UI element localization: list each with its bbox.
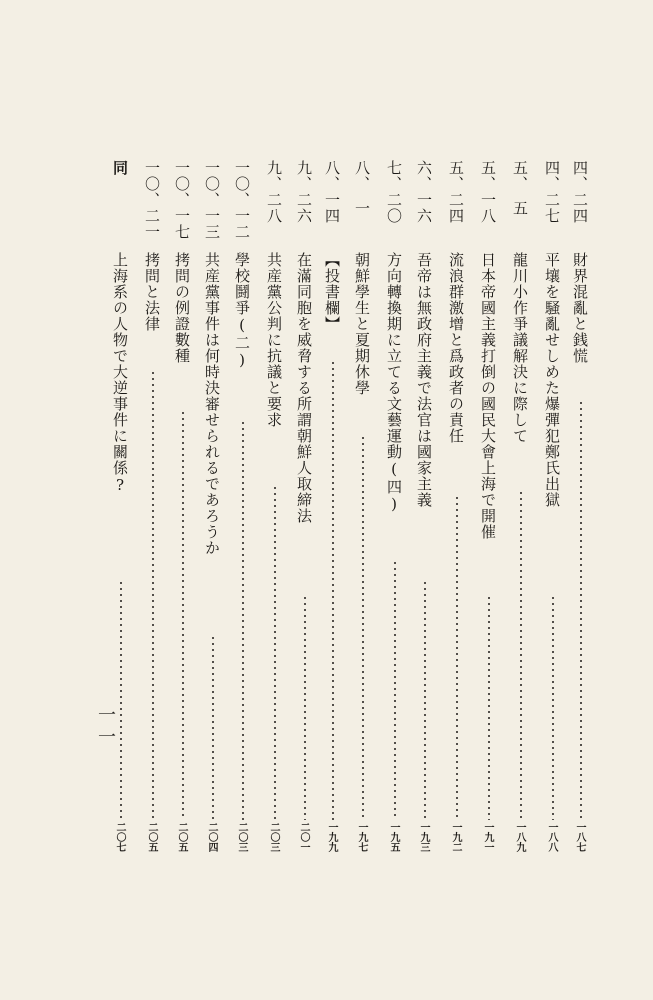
entry-page: 二〇五 xyxy=(146,822,157,852)
entry-page: 二〇三 xyxy=(268,822,279,852)
entry-title: 日本帝國主義打倒の國民大會上海で開催 xyxy=(479,252,497,540)
dot-leader xyxy=(304,595,306,820)
entry-page: 一八九 xyxy=(514,822,525,852)
entry-title: 拷問の例證數種 xyxy=(173,252,191,364)
entry-date: 四、二七 xyxy=(543,160,561,224)
dot-leader xyxy=(580,400,582,820)
entry-title: 拷問と法律 xyxy=(143,252,161,332)
dot-leader xyxy=(488,595,490,820)
entry-title: 流浪群激增と爲政者の責任 xyxy=(447,252,465,444)
entry-date: 八、 一 xyxy=(353,160,371,217)
entry-page: 一八八 xyxy=(546,822,557,852)
entry-date: 四、二四 xyxy=(571,160,589,224)
entry-date: 六、一六 xyxy=(415,160,433,224)
dot-leader xyxy=(456,495,458,820)
dot-leader xyxy=(120,580,122,820)
entry-page: 一八七 xyxy=(574,822,585,852)
dot-leader xyxy=(394,560,396,820)
dot-leader xyxy=(520,490,522,820)
entry-date: 同 xyxy=(111,160,129,176)
entry-date: 一〇、一二 xyxy=(233,160,251,240)
entry-page: 一九一 xyxy=(482,822,493,852)
entry-title: 朝鮮學生と夏期休學 xyxy=(353,252,371,396)
dot-leader xyxy=(362,435,364,820)
entry-date: 九、二六 xyxy=(295,160,313,224)
entry-title: 【投書欄】 xyxy=(323,252,341,332)
entry-page: 一九二 xyxy=(450,822,461,852)
entry-page: 二〇三 xyxy=(236,822,247,852)
entry-page: 一九九 xyxy=(326,822,337,852)
entry-page: 一九五 xyxy=(388,822,399,852)
dot-leader xyxy=(242,420,244,820)
entry-date: 五、二四 xyxy=(447,160,465,224)
entry-date: 五、一八 xyxy=(479,160,497,224)
entry-page: 二〇五 xyxy=(176,822,187,852)
entry-page: 二〇七 xyxy=(114,822,125,852)
dot-leader xyxy=(274,485,276,820)
dot-leader xyxy=(152,370,154,820)
dot-leader xyxy=(424,580,426,820)
entry-date: 一〇、二一 xyxy=(143,160,161,240)
entry-date: 八、一四 xyxy=(323,160,341,224)
dot-leader xyxy=(182,410,184,820)
entry-title: 方向轉換期に立てる文藝運動(四) xyxy=(385,252,403,514)
entry-title: 共産黨公判に抗議と要求 xyxy=(265,252,283,428)
entry-title: 吾帝は無政府主義で法官は國家主義 xyxy=(415,252,433,508)
entry-date: 九、二八 xyxy=(265,160,283,224)
entry-title: 財界混亂と銭慌 xyxy=(571,252,589,364)
entry-title: 學校鬪爭(二) xyxy=(233,252,251,370)
entry-title: 上海系の人物で大逆事件に關係? xyxy=(111,252,129,495)
entry-title: 共産黨事件は何時決審せられるであろうか xyxy=(203,252,221,556)
entry-page: 一九三 xyxy=(418,822,429,852)
entry-date: 五、 五 xyxy=(511,160,529,217)
dot-leader xyxy=(212,635,214,820)
entry-date: 一〇、一七 xyxy=(173,160,191,240)
entry-page: 一九七 xyxy=(356,822,367,852)
dot-leader xyxy=(332,360,334,820)
entry-date: 一〇、一三 xyxy=(203,160,221,240)
entry-page: 二〇四 xyxy=(206,822,217,852)
entry-title: 在滿同胞を威脅する所謂朝鮮人取締法 xyxy=(295,252,313,524)
entry-title: 龍川小作爭議解決に際して xyxy=(511,252,529,444)
dot-leader xyxy=(552,595,554,820)
entry-page: 二〇一 xyxy=(298,822,309,852)
entry-date: 七、二〇 xyxy=(385,160,403,224)
entry-title: 平壤を騒亂せしめた爆彈犯鄭氏出獄 xyxy=(543,252,561,508)
page-number: 一一 xyxy=(95,705,116,749)
